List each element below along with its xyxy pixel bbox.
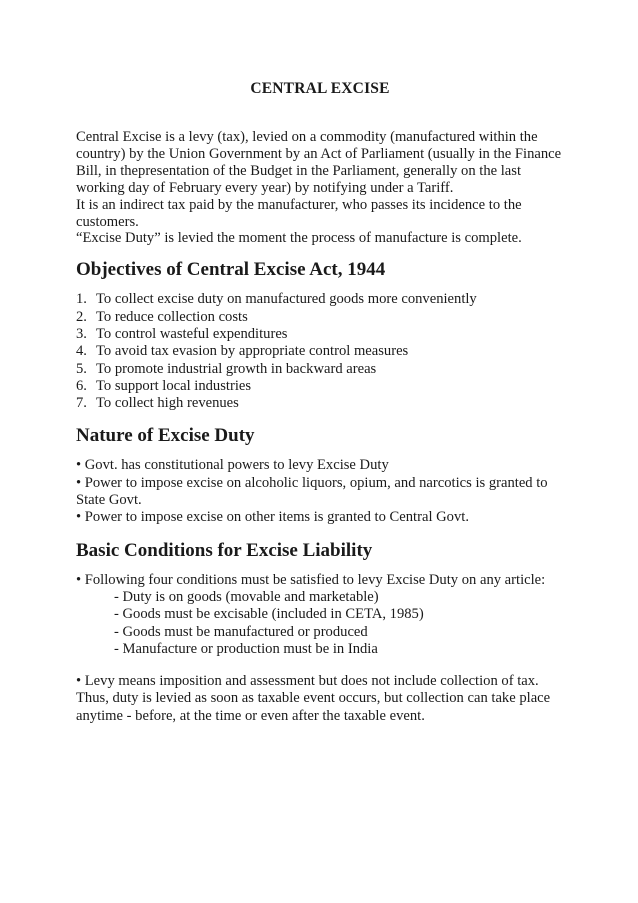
list-item	[76, 395, 564, 412]
list-item: - Goods must be excisable (included in CETA, 1985)	[114, 606, 424, 623]
list-item-text: To promote industrial growth in backward areas	[96, 360, 377, 377]
list-item	[76, 343, 564, 360]
list-item-number: 1.	[76, 291, 87, 308]
list-item-number: 4.	[76, 343, 87, 360]
list-item-text: To collect high revenues	[96, 395, 239, 412]
list-item-number: 7.	[76, 395, 87, 412]
list-item-number: 6.	[76, 377, 87, 394]
levy-paragraph: • Levy means imposition and assessment but does not include collection of tax. Thus, duty is levied as soon as taxable event occurs, but collection can take place anytime - before, at the time or even after the taxable event.	[76, 673, 551, 724]
list-item-text: To control wasteful expenditures	[96, 325, 288, 342]
list-item-text: To support local industries	[96, 377, 252, 394]
list-item-number: 5.	[76, 360, 87, 377]
list-item: - Duty is on goods (movable and marketable)	[114, 588, 379, 605]
list-item	[76, 361, 564, 378]
nature-bullets	[76, 457, 564, 526]
intro-section	[76, 129, 564, 247]
nature-bullet-state-govt: • Power to impose excise on alcoholic liquors, opium, and narcotics is granted to State Govt.	[76, 474, 548, 509]
intro-paragraph-excise-duty: “Excise Duty” is levied the moment the process of manufacture is complete.	[76, 230, 522, 247]
document-title: CENTRAL EXCISE	[250, 80, 390, 97]
conditions-list	[76, 589, 564, 658]
list-item-number: 2.	[76, 308, 87, 325]
objectives-list	[76, 291, 564, 412]
list-item-text: To collect excise duty on manufactured goods more conveniently	[96, 291, 477, 308]
list-item-text: To reduce collection costs	[96, 308, 248, 325]
spacer	[76, 658, 564, 673]
objectives-heading: Objectives of Central Excise Act, 1944	[76, 259, 386, 281]
nature-bullet-constitutional: • Govt. has constitutional powers to levy Excise Duty	[76, 457, 389, 474]
basic-conditions-lead: • Following four conditions must be satisfied to levy Excise Duty on any article:	[76, 571, 546, 588]
list-item: - Goods must be manufactured or produced	[114, 623, 368, 640]
list-item	[76, 291, 564, 308]
basic-conditions-heading: Basic Conditions for Excise Liability	[76, 539, 373, 561]
list-item-text: To avoid tax evasion by appropriate control measures	[96, 343, 409, 360]
list-item: - Manufacture or production must be in India	[114, 640, 378, 657]
basic-conditions-section	[76, 572, 564, 725]
list-item-number: 3.	[76, 325, 87, 342]
intro-paragraph-indirect-tax: It is an indirect tax paid by the manufacturer, who passes its incidence to the customers.	[76, 196, 522, 230]
intro-paragraph-definition: Central Excise is a levy (tax), levied on a commodity (manufactured within the country) by the Union Government by an Act of Parliament (usually in the Finance Bill, in thepresentation of the Budget in the Parliament, generally on the last working day of February every year) by notifying under a Tariff.	[76, 129, 562, 196]
nature-heading: Nature of Excise Duty	[76, 425, 255, 447]
nature-bullet-central-govt: • Power to impose excise on other items is granted to Central Govt.	[76, 509, 469, 526]
list-item	[76, 326, 564, 343]
list-item	[76, 309, 564, 326]
list-item	[76, 378, 564, 395]
